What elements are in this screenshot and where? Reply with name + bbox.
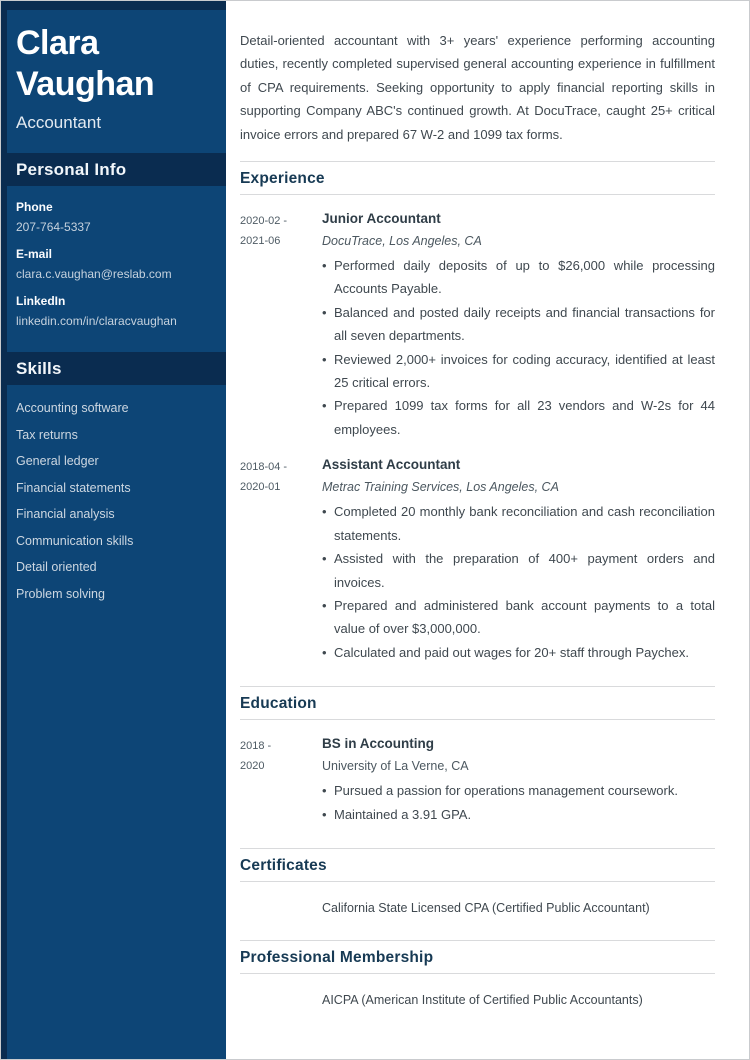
skill-item: Financial analysis xyxy=(16,507,115,521)
bullet-item: • Performed daily deposits of up to $26,000 while processing Accounts Payable. xyxy=(322,254,715,301)
certificate-item: California State Licensed CPA (Certified Public Accountant) xyxy=(322,900,650,915)
certificates-section-header xyxy=(240,848,715,882)
experience-section xyxy=(240,161,715,664)
date-from: 2020-02 - xyxy=(240,215,288,228)
experience-entry-body xyxy=(322,455,715,664)
education-dates xyxy=(240,734,322,826)
job-title-text: Junior Accountant xyxy=(322,211,441,227)
experience-dates xyxy=(240,455,322,664)
job-company: Metrac Training Services, Los Angeles, CA xyxy=(322,480,559,495)
personal-info-heading: Personal Info xyxy=(1,153,226,186)
bullet-item: • Completed 20 monthly bank reconciliation and cash reconciliation statements. xyxy=(322,500,715,547)
certificate-dates-spacer xyxy=(240,898,322,918)
bullet-item: • Pursued a passion for operations management coursework. xyxy=(322,779,715,802)
skills-heading: Skills xyxy=(1,352,226,385)
phone-label: Phone xyxy=(16,200,53,214)
resume-main xyxy=(226,1,749,1059)
bullet-item: • Reviewed 2,000+ invoices for coding accuracy, identified at least 25 critical errors. xyxy=(322,348,715,395)
bullet-item: • Maintained a 3.91 GPA. xyxy=(322,803,715,826)
sidebar xyxy=(1,1,226,1059)
education-section-header xyxy=(240,686,715,720)
education-entry-body xyxy=(322,734,715,826)
email-value: clara.c.vaughan@reslab.com xyxy=(16,267,172,281)
phone-value: 207-764-5337 xyxy=(16,220,91,234)
skill-item: Accounting software xyxy=(16,401,129,415)
skill-item: Problem solving xyxy=(16,586,105,601)
skill-item: Communication skills xyxy=(16,533,134,548)
skill-item: Detail oriented xyxy=(16,560,97,574)
membership-entry xyxy=(240,990,715,1010)
skill-item: Tax returns xyxy=(16,427,78,442)
bullet-item: • Prepared 1099 tax forms for all 23 vendors and W-2s for 44 employees. xyxy=(322,394,715,441)
experience-entry xyxy=(240,455,715,664)
education-section xyxy=(240,686,715,826)
experience-entry xyxy=(240,209,715,441)
education-heading: Education xyxy=(240,695,317,713)
membership-section-header xyxy=(240,940,715,974)
date-from: 2018-04 - xyxy=(240,461,288,474)
job-bullets xyxy=(322,500,715,664)
certificates-section xyxy=(240,848,715,918)
job-title-text: Assistant Accountant xyxy=(322,457,461,473)
degree-title: BS in Accounting xyxy=(322,736,434,752)
job-bullets xyxy=(322,254,715,441)
skills-list xyxy=(1,385,226,607)
membership-section xyxy=(240,940,715,1010)
candidate-name: Clara Vaughan xyxy=(16,24,155,103)
contact-list xyxy=(1,186,226,330)
summary-paragraph: Detail-oriented accountant with 3+ years' experience performing accounting duties, recently completed supervised general accounting experience in fulfillment of CPA requirements. Seeking opportunity to apply financial reporting skills in supporting Company ABC's continued growth. At DocuTrace, caught 25+ critical invoice errors and prepared 67 W-2 and 1099 tax forms. xyxy=(240,33,715,142)
skill-item: Financial statements xyxy=(16,480,131,495)
experience-entry-body xyxy=(322,209,715,441)
certificate-entry xyxy=(240,898,715,918)
bullet-item: • Calculated and paid out wages for 20+ staff through Paychex. xyxy=(322,641,715,664)
experience-section-header xyxy=(240,161,715,195)
membership-entry-body xyxy=(322,990,715,1010)
date-from: 2018 - xyxy=(240,740,272,753)
school-name: University of La Verne, CA xyxy=(322,759,469,774)
contact-email xyxy=(16,245,211,283)
bullet-item: • Balanced and posted daily receipts and financial transactions for all seven departments. xyxy=(322,301,715,348)
linkedin-label: LinkedIn xyxy=(16,294,66,308)
email-label: E-mail xyxy=(16,247,53,261)
bullet-item: • Assisted with the preparation of 400+ payment orders and invoices. xyxy=(322,547,715,594)
experience-dates xyxy=(240,209,322,441)
membership-item: AICPA (American Institute of Certified Public Accountants) xyxy=(322,992,643,1007)
skill-item: General ledger xyxy=(16,454,99,468)
membership-heading: Professional Membership xyxy=(240,948,434,966)
candidate-job-title: Accountant xyxy=(16,113,102,132)
certificate-entry-body xyxy=(322,898,715,918)
contact-linkedin xyxy=(16,292,211,330)
membership-dates-spacer xyxy=(240,990,322,1010)
experience-heading: Experience xyxy=(240,170,325,188)
education-bullets xyxy=(322,779,715,826)
contact-phone xyxy=(16,198,211,236)
education-entry xyxy=(240,734,715,826)
date-to: 2020-01 xyxy=(240,481,281,494)
job-company: DocuTrace, Los Angeles, CA xyxy=(322,234,482,249)
linkedin-value: linkedin.com/in/claracvaughan xyxy=(16,314,177,328)
certificates-heading: Certificates xyxy=(240,856,327,874)
bullet-item: • Prepared and administered bank account payments to a total value of over $3,000,000. xyxy=(322,594,715,641)
date-to: 2021-06 xyxy=(240,235,281,248)
date-to: 2020 xyxy=(240,760,265,773)
